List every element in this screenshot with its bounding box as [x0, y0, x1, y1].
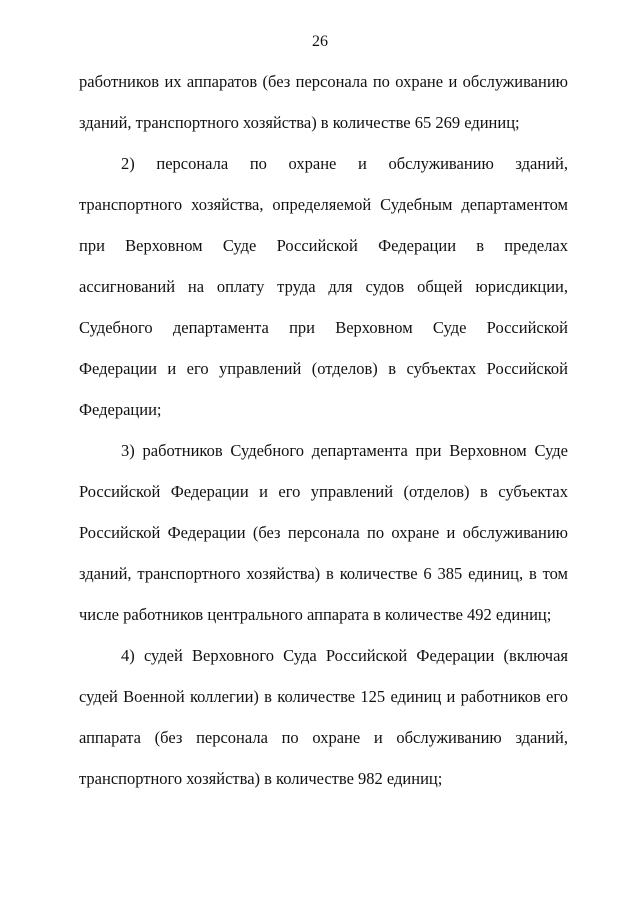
paragraph-continuation: работников их аппаратов (без персонала по охране и обслуживанию зданий, транспортного хозяйства) в количестве 65 269 единиц;: [79, 72, 568, 132]
page-number: 26: [312, 33, 328, 50]
paragraph-item-3: 3) работников Судебного департамента при Верховном Суде Российской Федерации и его управлений (отделов) в субъектах Российской Федерации (без персонала по охране и обслуживанию зданий, транспортного хозяйства) в количестве 6 385 единиц, в том числе работников центрального аппарата в количестве 492 единиц;: [79, 441, 568, 624]
paragraph-item-4: 4) судей Верховного Суда Российской Федерации (включая судей Военной коллегии) в количестве 125 единиц и работников его аппарата (без персонала по охране и обслуживанию зданий, транспортного хозяйства) в количестве 982 единиц;: [79, 646, 568, 788]
document-body: [79, 61, 568, 799]
paragraph-item-2: 2) персонала по охране и обслуживанию зданий, транспортного хозяйства, определяемой Судебным департаментом при Верховном Суде Российской Федерации в пределах ассигнований на оплату труда для судов общей юрисдикции, Судебного департамента при Верховном Суде Российской Федерации и его управлений (отделов) в субъектах Российской Федерации;: [79, 154, 568, 419]
